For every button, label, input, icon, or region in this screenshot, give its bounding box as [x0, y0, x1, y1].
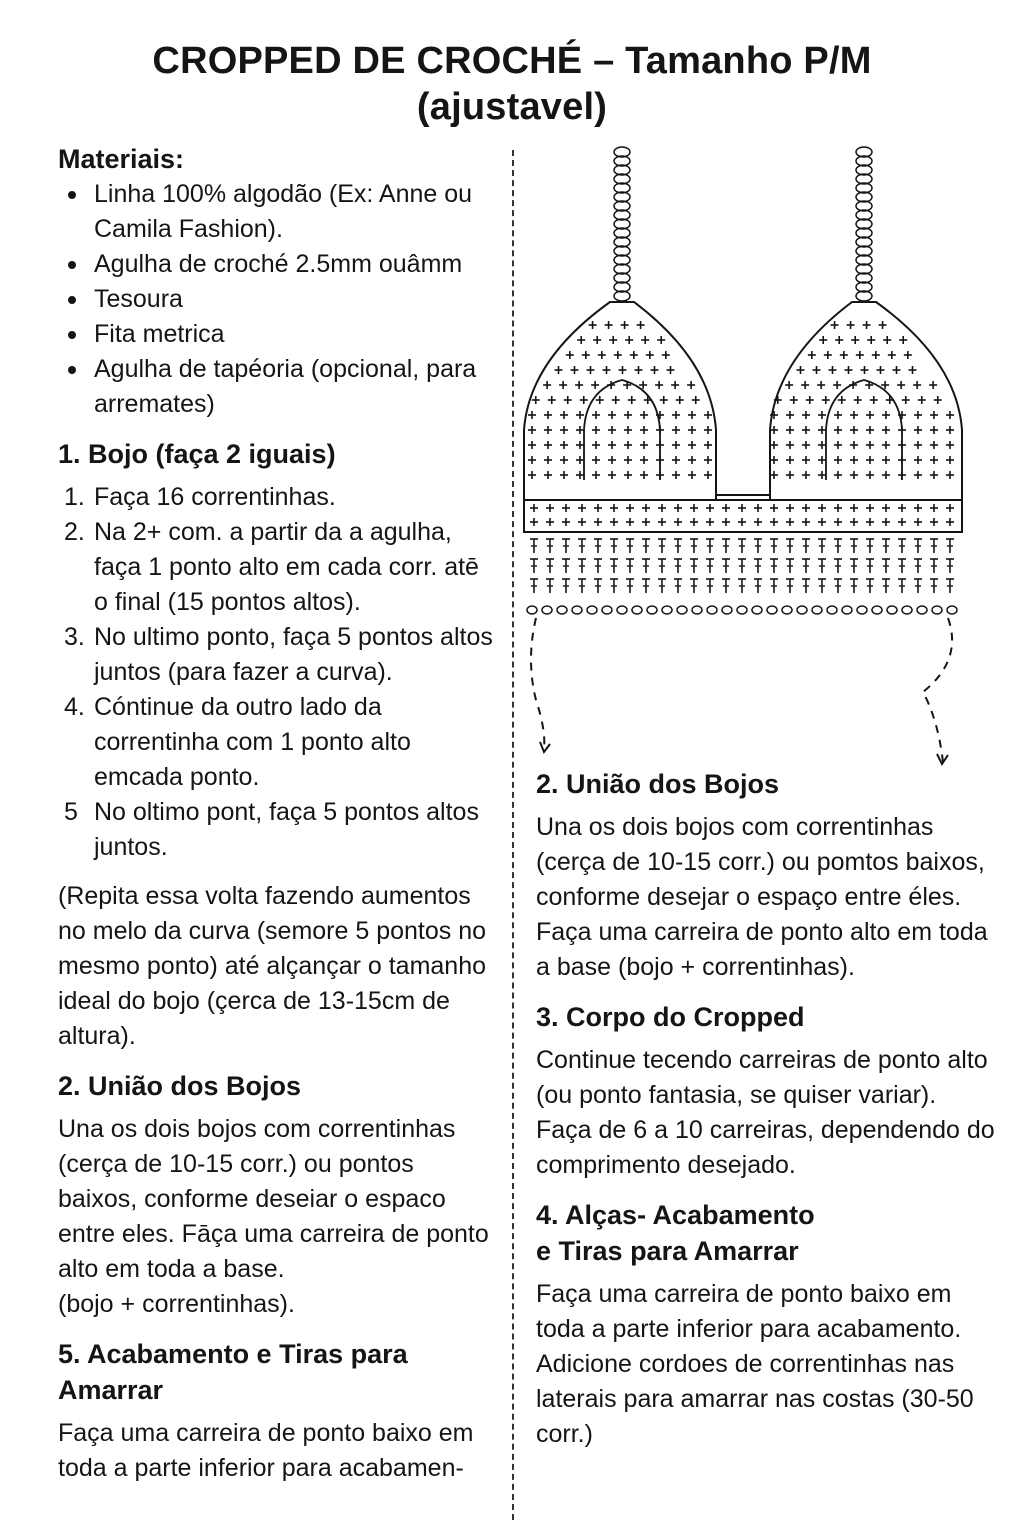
right-column: [536, 766, 996, 1452]
step-text: No oltimo pont, faça 5 pontos altos juntos.: [94, 798, 479, 861]
uniao-text-left-2: (bojo + correntinhas).: [58, 1290, 295, 1318]
chain-stitch: [617, 606, 627, 614]
chain-stitch: [572, 606, 582, 614]
chain-stitch: [692, 606, 702, 614]
list-item: Agulha de tapéoria (opcional, para arremates): [58, 352, 498, 422]
chain-stitch: [662, 606, 672, 614]
tie-cord-left: [531, 618, 544, 750]
alcas-heading-line-2: e Tiras para Amarrar: [536, 1236, 799, 1266]
list-item: Linha 100% algodão (Ex: Anne ou Camila Fashion).: [58, 177, 498, 247]
corpo-heading: 3. Corpo do Cropped: [536, 1002, 805, 1032]
chain-stitch: [587, 606, 597, 614]
list-item: Agulha de croché 2.5mm ouâmm: [58, 247, 498, 282]
uniao-text-left: Una os dois bojos com correntinhas (cerça de 10-15 corr.) ou pontos baixos, conforme deseiar o espaco entre eles. Fāça uma carreira de ponto alto em toda a base.: [58, 1115, 489, 1283]
bojo-heading: 1. Bojo (faça 2 iguais): [58, 439, 336, 469]
cup-outline: [524, 302, 716, 500]
chain-stitch: [782, 606, 792, 614]
chain-stitch: [557, 606, 567, 614]
chain-stitch: [647, 606, 657, 614]
uniao-heading-left: 2. União dos Bojos: [58, 1071, 302, 1101]
chain-stitch: [737, 606, 747, 614]
alcas-heading: [536, 1197, 996, 1269]
step-number: 3.: [64, 623, 85, 651]
step-item: [58, 620, 498, 690]
chain-stitch: [527, 606, 537, 614]
diagram-strap-right: [856, 147, 872, 301]
alcas-text: Faça uma carreira de ponto baixo em toda a parte inferior para acabamento. Adicione cordoes de correntinhas nas laterais para amarrar nas costas (30-50 corr.): [536, 1280, 974, 1448]
chain-stitch: [752, 606, 762, 614]
page-title: [0, 38, 1024, 130]
chain-stitch: [887, 606, 897, 614]
chain-stitch: [827, 606, 837, 614]
chain-stitch: [947, 606, 957, 614]
step-number: 2.: [64, 518, 85, 546]
chain-stitch: [602, 606, 612, 614]
diagram-tie-arrows: [531, 618, 952, 764]
chain-stitch: [812, 606, 822, 614]
chain-stitch: [707, 606, 717, 614]
step-item: [58, 795, 498, 865]
step-number: 4.: [64, 693, 85, 721]
diagram-cup-right: [770, 302, 962, 500]
chain-stitch: [857, 606, 867, 614]
list-item: Fita metrica: [58, 317, 498, 352]
column-divider: [512, 150, 514, 1520]
step-text: Faça 16 correntinhas.: [94, 483, 336, 511]
uniao-text-right: Una os dois bojos com correntinhas (cerça de 10-15 corr.) ou pomtos baixos, conforme desejar o espaço entre éles. Faça uma carreira de ponto alto em toda a base (bojo + correntinhas).: [536, 813, 988, 981]
step-text: No ultimo ponto, faça 5 pontos altos juntos (para fazer a curva).: [94, 623, 493, 686]
tie-cord-right: [923, 618, 952, 762]
chain-stitch: [902, 606, 912, 614]
crochet-diagram: [518, 140, 968, 780]
corpo-text: Continue tecendo carreiras de ponto alto (ou ponto fantasia, se quiser variar). Faça de 6 a 10 carreiras, dependendo do comprimento desejado.: [536, 1046, 995, 1179]
chain-stitch: [872, 606, 882, 614]
alcas-heading-line-1: 4. Alças- Acabamento: [536, 1200, 815, 1230]
step-number: 5: [64, 798, 78, 826]
step-item: [58, 480, 498, 515]
step-text: Na 2+ com. a partir da a agulha, faça 1 ponto alto em cada corr. atē o final (15 pontos altos).: [94, 518, 479, 616]
chain-stitch: [767, 606, 777, 614]
materials-heading: Materiais:: [58, 144, 185, 174]
bojo-note: (Repita essa volta fazendo aumentos no melo da curva (semore 5 pontos no mesmo ponto) até alçançar o tamanho ideal do bojo (çerca de 13-15cm de altura).: [58, 882, 487, 1050]
materials-list: [58, 177, 498, 422]
left-column: [58, 141, 498, 1486]
title-line-1: CROPPED DE CROCHÉ – Tamanho P/M: [152, 40, 872, 82]
list-item: Tesoura: [58, 282, 498, 317]
cup-outline: [770, 302, 962, 500]
acabamento-text-left: Faça uma carreira de ponto baixo em toda a parte inferior para acabamen-: [58, 1419, 474, 1482]
chain-stitch: [797, 606, 807, 614]
step-text: Cóntinue da outro lado da correntinha com 1 ponto alto emcada ponto.: [94, 693, 411, 791]
step-item: [58, 515, 498, 620]
chain-stitch: [842, 606, 852, 614]
title-line-2: (ajustavel): [416, 86, 608, 128]
step-number: 1.: [64, 483, 85, 511]
bojo-steps: [58, 480, 498, 865]
diagram-cup-left: [524, 302, 716, 500]
acabamento-heading-left: 5. Acabamento e Tiras para Amarrar: [58, 1339, 408, 1405]
chain-stitch: [917, 606, 927, 614]
uniao-heading-right: 2. União dos Bojos: [536, 769, 780, 799]
diagram-body: [524, 495, 962, 614]
step-item: [58, 690, 498, 795]
chain-stitch: [932, 606, 942, 614]
base-band: [524, 500, 962, 532]
diagram-strap-left: [614, 147, 630, 301]
chain-stitch: [722, 606, 732, 614]
chain-stitch: [542, 606, 552, 614]
chain-stitch: [677, 606, 687, 614]
chain-stitch: [632, 606, 642, 614]
